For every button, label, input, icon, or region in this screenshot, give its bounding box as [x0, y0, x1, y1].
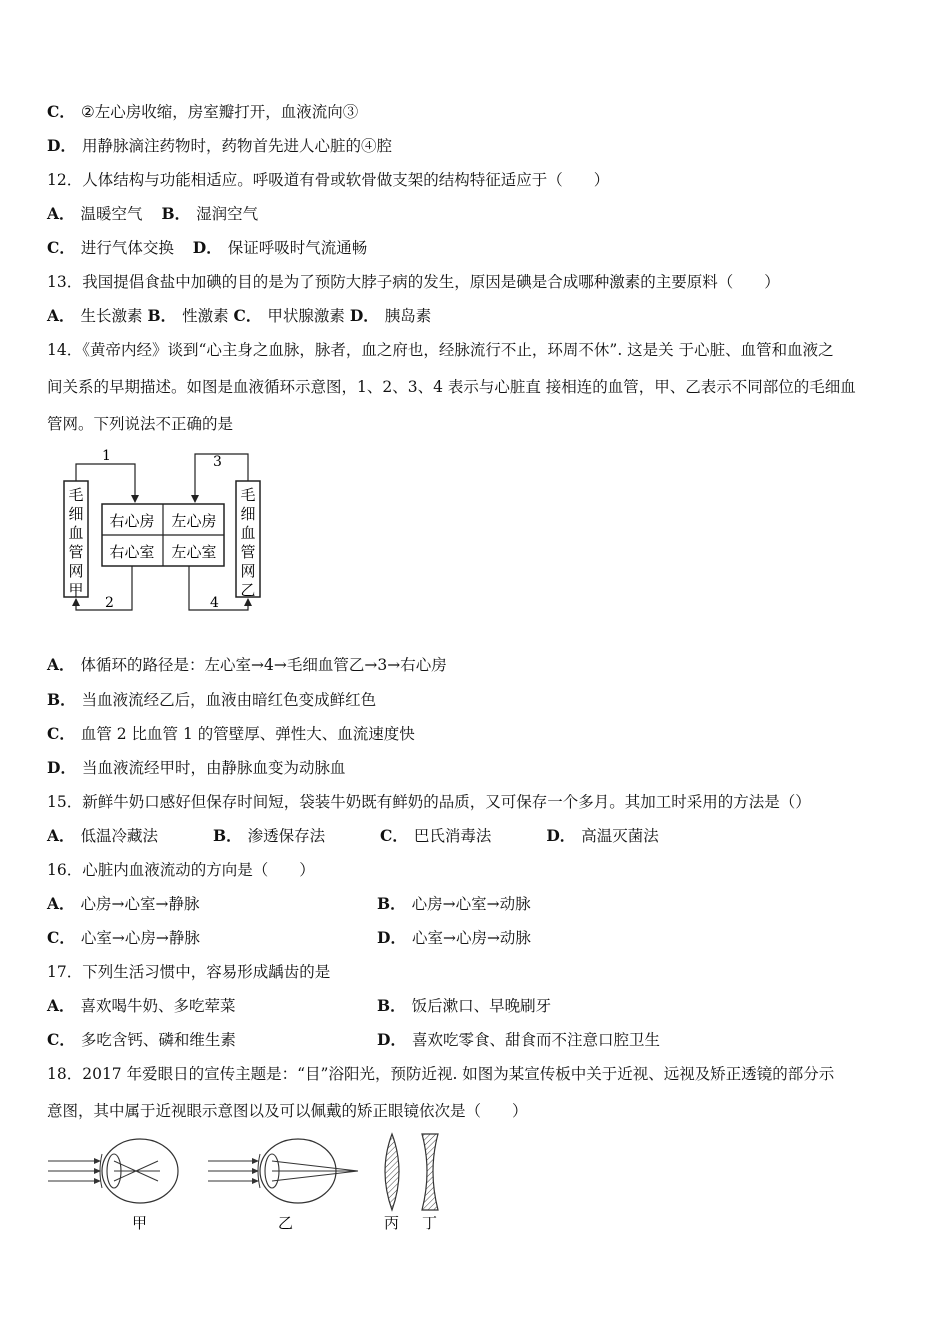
q17-stem: 17．下列生活习惯中，容易形成龋齿的是: [47, 963, 331, 981]
q16-stem: 16．心脏内血液流动的方向是（ ）: [47, 861, 315, 879]
option-letter: A．: [47, 306, 75, 325]
q15-options: [47, 826, 659, 846]
option-letter: C．: [47, 1030, 75, 1049]
q17-option-b: [377, 996, 551, 1016]
option-letter: C．: [47, 928, 75, 947]
q17-option-c: [47, 1030, 236, 1050]
convex-lens-bing: [385, 1134, 399, 1210]
capillary-jia-label: [68, 486, 83, 599]
label-bing: 丙: [384, 1214, 400, 1232]
q14-stem-line2: 间关系的早期描述。如图是血液循环示意图，1、2、3、4 表示与心脏直 接相连的血管，甲、乙表示不同部位的毛细血: [47, 378, 856, 396]
option-text: 心室→心房→动脉: [411, 929, 531, 947]
q17-option-d: [377, 1030, 660, 1050]
option-text: 血管 2 比血管 1 的管壁厚、弹性大、血流速度快: [80, 725, 415, 743]
svg-text:细: 细: [68, 505, 84, 523]
option-letter: D．: [377, 1030, 406, 1049]
option-text: 喜欢喝牛奶、多吃荤菜: [80, 997, 236, 1015]
eye-jia: [48, 1139, 178, 1203]
option-text: 心房→心室→动脉: [411, 895, 531, 913]
svg-text:细: 细: [240, 505, 256, 523]
option-letter: D．: [377, 928, 406, 947]
circulation-diagram: [47, 446, 277, 632]
right-ventricle-label: 右心室: [109, 543, 155, 561]
q13-options: [47, 306, 431, 326]
option-text: 生长激素: [80, 307, 143, 325]
svg-text:血: 血: [240, 524, 256, 542]
svg-text:网: 网: [240, 562, 256, 580]
q12-stem: 12．人体结构与功能相适应。呼吸道有骨或软骨做支架的结构特征适应于（ ）: [47, 171, 610, 189]
option-letter: D．: [192, 238, 222, 257]
option-text: ②左心房收缩，房室瓣打开，血液流向③: [80, 103, 359, 121]
q14-stem-line1: 14．《黄帝内经》谈到“心主身之血脉，脉者，血之府也，经脉流行不止，环周不休”. 这是关 于心脏、血管和血液之: [47, 341, 834, 359]
option-text: 渗透保存法: [247, 827, 326, 845]
svg-text:网: 网: [68, 562, 84, 580]
left-ventricle-label: 左心室: [171, 543, 217, 561]
q13-stem: 13．我国提倡食盐中加碘的目的是为了预防大脖子病的发生，原因是碘是合成哪种激素的主要原料（ ）: [47, 273, 780, 291]
option-letter: A．: [47, 996, 75, 1015]
option-text: 巴氏消毒法: [413, 827, 492, 845]
vessel-4-label: 4: [210, 595, 219, 611]
svg-text:管: 管: [68, 543, 84, 561]
option-letter: B．: [47, 690, 76, 709]
option-text: 喜欢吃零食、甜食而不注意口腔卫生: [411, 1031, 660, 1049]
option-letter: A．: [47, 655, 75, 674]
option-letter: B．: [377, 996, 406, 1015]
option-text: 心室→心房→静脉: [80, 929, 200, 947]
q11-option-d: [47, 136, 392, 156]
capillary-yi-label: [240, 486, 255, 599]
option-text: 性激素: [182, 307, 229, 325]
option-letter: D．: [47, 136, 76, 155]
q17-option-a: [47, 996, 236, 1016]
right-atrium-label: 右心房: [109, 512, 155, 530]
option-letter: A．: [47, 826, 75, 845]
q14-option-d: [47, 758, 345, 778]
option-text: 进行气体交换: [80, 239, 174, 257]
option-text: 甲状腺激素: [267, 307, 345, 325]
eye-diagram: [40, 1128, 460, 1236]
svg-text:管: 管: [240, 543, 256, 561]
option-text: 用静脉滴注药物时，药物首先进人心脏的④腔: [81, 137, 392, 155]
q16-option-b: [377, 894, 531, 914]
option-text: 温暖空气: [80, 205, 143, 223]
option-text: 当血液流经甲时，由静脉血变为动脉血: [81, 759, 346, 777]
option-letter: B．: [161, 204, 191, 223]
option-text: 饭后漱口、早晚刷牙: [411, 997, 552, 1015]
option-text: 当血液流经乙后，血液由暗红色变成鲜红色: [81, 691, 377, 709]
option-letter: D．: [349, 306, 379, 325]
svg-text:甲: 甲: [68, 581, 84, 599]
q18-stem-line2: 意图，其中属于近视眼示意图以及可以佩戴的矫正眼镜依次是（ ）: [47, 1102, 528, 1120]
svg-text:血: 血: [68, 524, 84, 542]
option-text: 多吃含钙、磷和维生素: [80, 1031, 236, 1049]
option-letter: B．: [377, 894, 406, 913]
option-letter: A．: [47, 204, 75, 223]
option-text: 低温冷藏法: [80, 827, 159, 845]
option-letter: C．: [233, 306, 262, 325]
vessel-1-label: 1: [102, 448, 111, 464]
option-text: 高温灭菌法: [581, 827, 659, 845]
option-letter: C．: [47, 238, 75, 257]
left-atrium-label: 左心房: [171, 512, 217, 530]
eye-yi: [208, 1139, 358, 1203]
option-letter: C．: [47, 102, 75, 121]
option-letter: B．: [212, 826, 242, 845]
q12-options-ab: [47, 204, 258, 224]
label-jia: 甲: [132, 1214, 148, 1232]
vessel-3-label: 3: [213, 454, 222, 470]
svg-text:毛: 毛: [68, 486, 84, 504]
q12-options-cd: [47, 238, 367, 258]
svg-text:乙: 乙: [240, 581, 256, 599]
option-letter: C．: [47, 724, 75, 743]
option-text: 胰岛素: [384, 307, 432, 325]
option-text: 保证呼吸时气流通畅: [227, 239, 368, 257]
label-yi: 乙: [278, 1214, 294, 1232]
option-letter: B．: [147, 306, 177, 325]
q14-option-c: [47, 724, 415, 744]
option-letter: C．: [380, 826, 408, 845]
q14-stem-line3: 管网。下列说法不正确的是: [47, 415, 234, 433]
q16-option-d: [377, 928, 531, 948]
option-text: 体循环的路径是：左心室→4→毛细血管乙→3→右心房: [80, 656, 447, 674]
q14-option-a: [47, 655, 447, 675]
q15-stem: 15．新鲜牛奶口感好但保存时间短，袋装牛奶既有鲜奶的品质，又可保存一个多月。其加工时采用的方法是（）: [47, 793, 811, 811]
q18-stem-line1: 18．2017 年爱眼日的宣传主题是：“目”浴阳光，预防近视. 如图为某宣传板中关于近视、远视及矫正透镜的部分示: [47, 1065, 835, 1083]
svg-text:毛: 毛: [240, 486, 256, 504]
option-text: 心房→心室→静脉: [80, 895, 200, 913]
q11-option-c: [47, 102, 358, 122]
concave-lens-ding: [422, 1134, 438, 1210]
option-letter: D．: [546, 826, 576, 845]
q14-option-b: [47, 690, 376, 710]
option-text: 湿润空气: [196, 205, 259, 223]
q16-option-c: [47, 928, 200, 948]
vessel-2-label: 2: [105, 595, 114, 611]
q16-option-a: [47, 894, 200, 914]
option-letter: A．: [47, 894, 75, 913]
option-letter: D．: [47, 758, 76, 777]
label-ding: 丁: [422, 1214, 438, 1232]
